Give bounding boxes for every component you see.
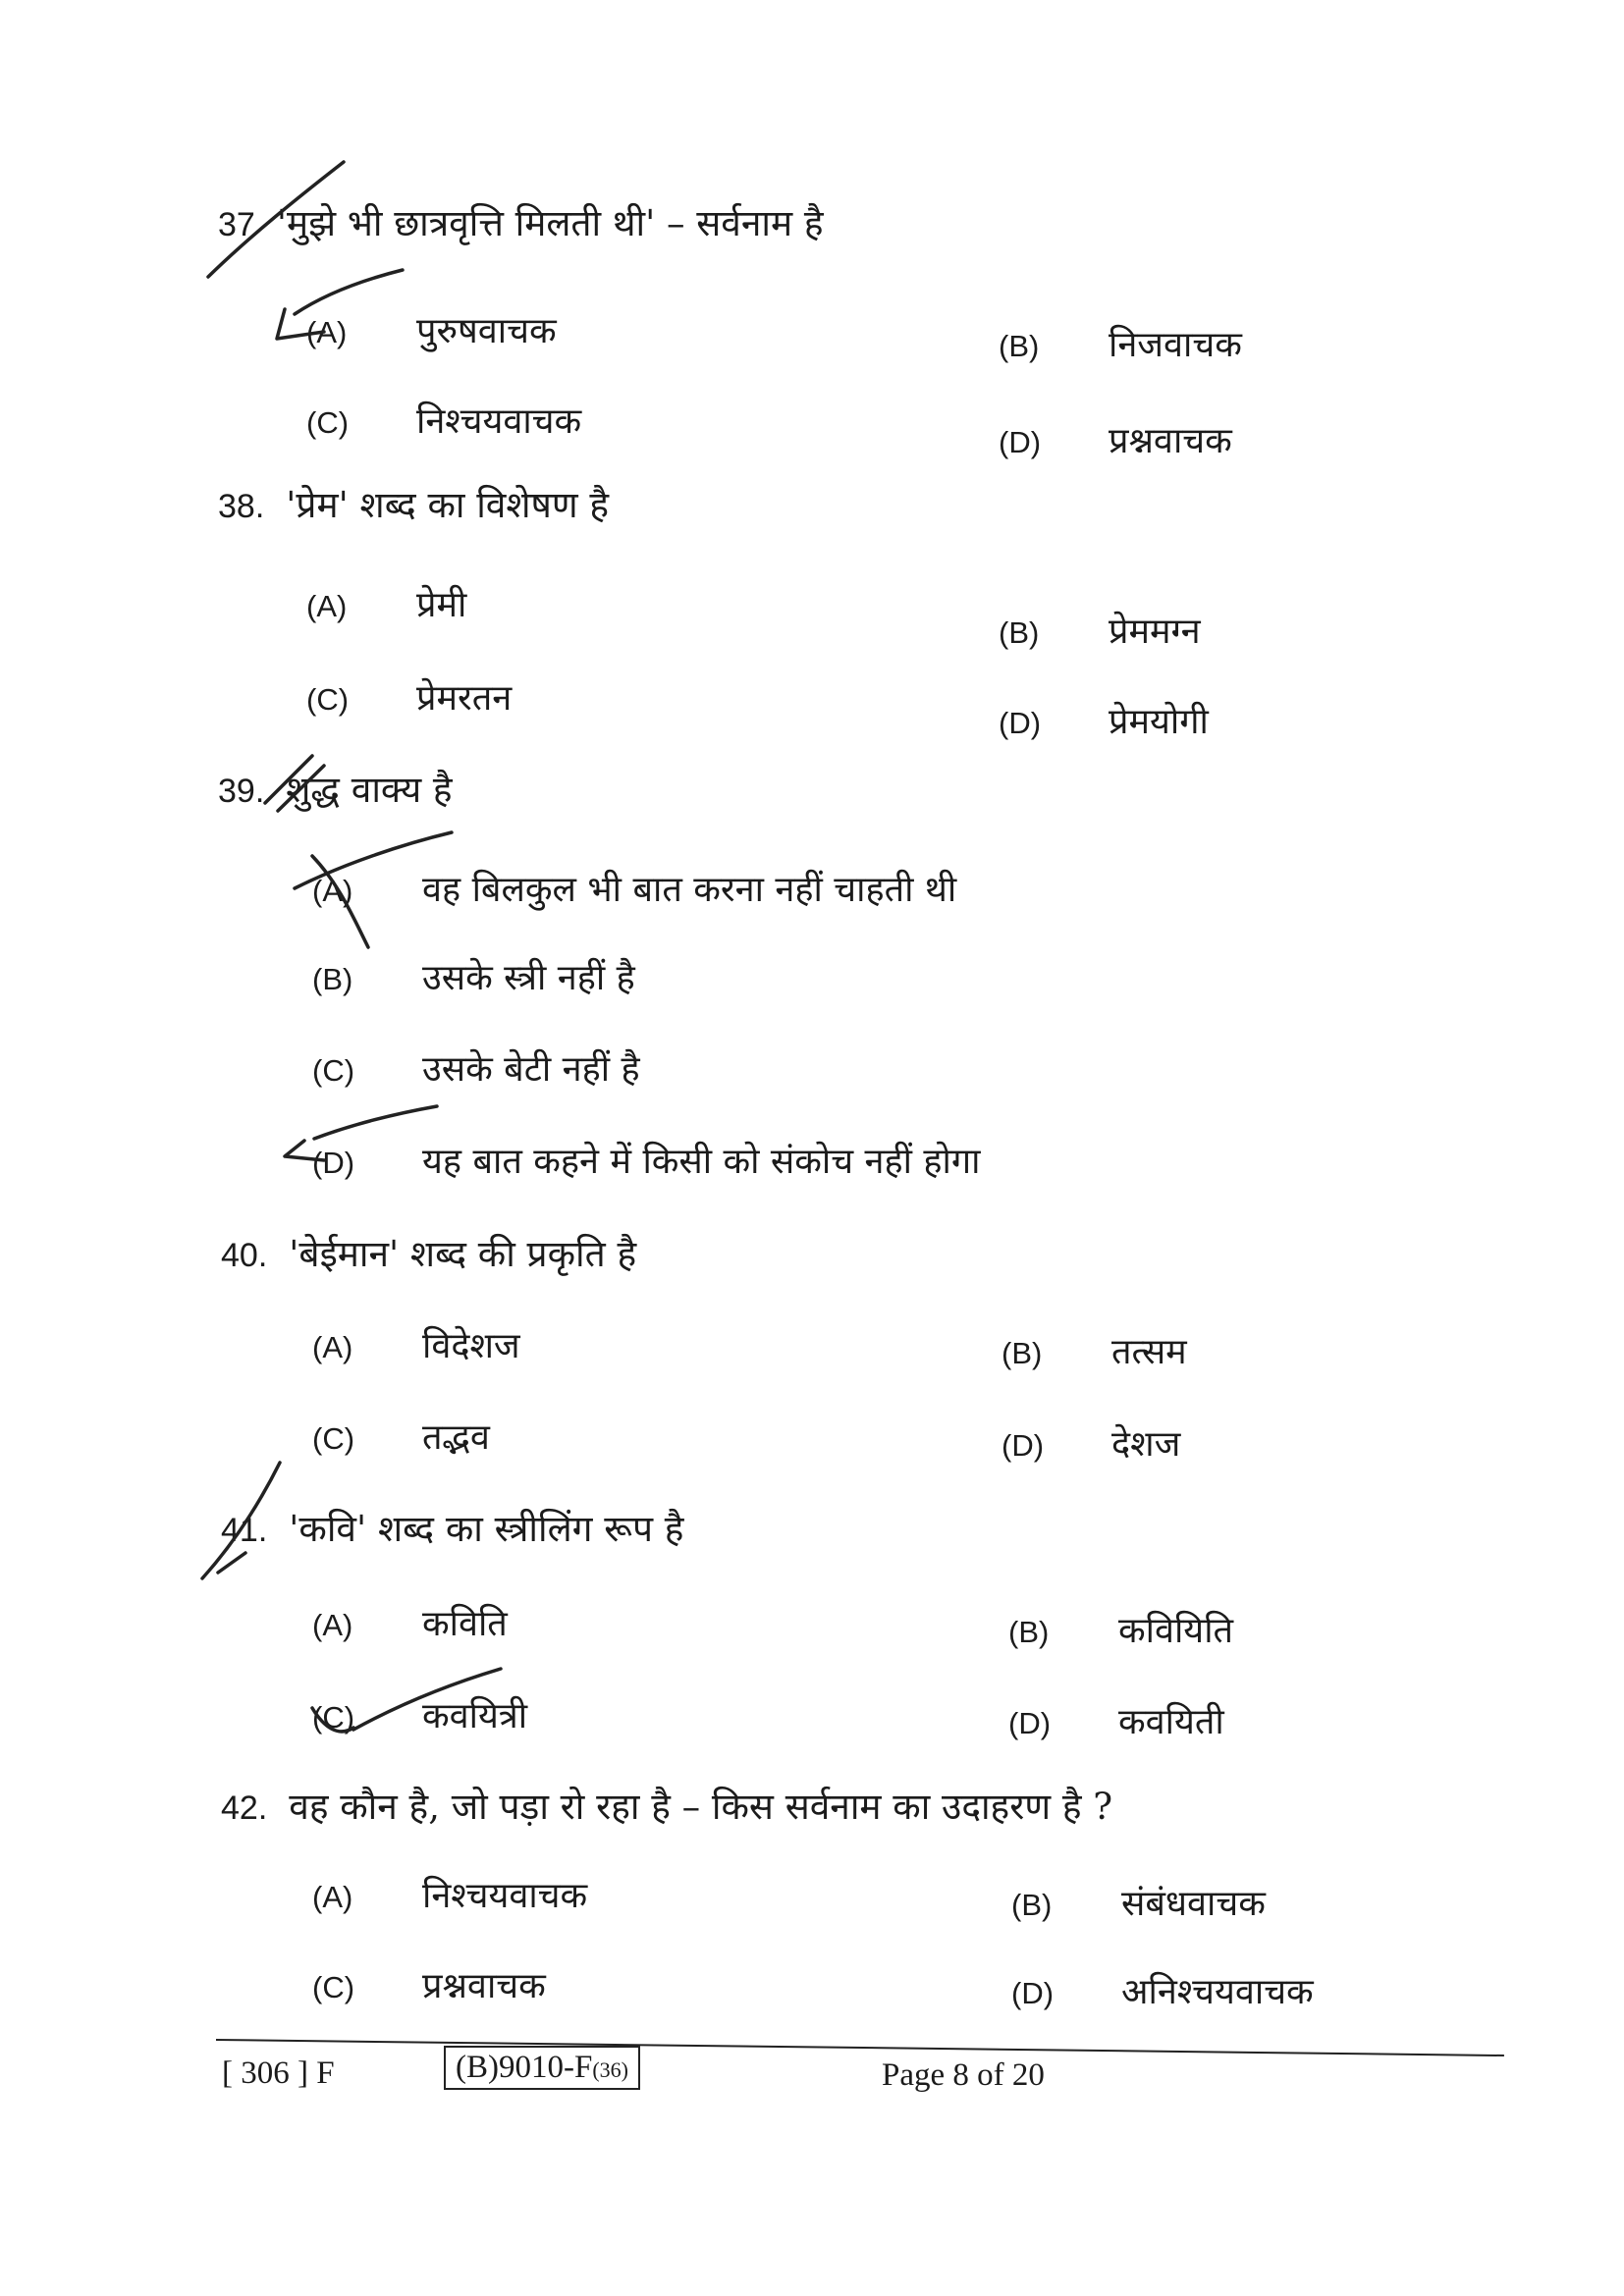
option-label: (C)	[312, 1970, 355, 2004]
option-label: (D)	[1008, 1706, 1052, 1740]
option-39-a	[312, 869, 956, 913]
option-label: (A)	[306, 589, 348, 623]
option-text: निजवाचक	[1109, 325, 1242, 365]
option-41-a	[312, 1603, 508, 1647]
option-label: (B)	[999, 329, 1040, 363]
option-39-d	[312, 1141, 980, 1185]
option-38-d	[999, 701, 1209, 745]
option-text: विदेशज	[422, 1326, 520, 1366]
option-label: (A)	[312, 874, 353, 908]
question-number: 41.	[221, 1512, 268, 1549]
question-text: वह कौन है, जो पड़ा रो रहा है – किस सर्वनाम का उदाहरण है ?	[289, 1786, 1113, 1828]
option-label: (B)	[1001, 1336, 1043, 1370]
option-label: (C)	[306, 405, 350, 440]
question-37	[218, 201, 824, 247]
paper-code: (B)9010-F	[456, 2050, 593, 2085]
option-38-c	[306, 677, 512, 721]
question-text: 'बेईमान' शब्द की प्रकृति है	[289, 1233, 637, 1275]
option-text: कवयिती	[1118, 1702, 1224, 1742]
option-40-c	[312, 1416, 490, 1461]
option-label: (A)	[312, 1608, 353, 1642]
option-text: देशज	[1111, 1424, 1181, 1465]
option-42-c	[312, 1965, 546, 2009]
option-text: प्रेमी	[416, 585, 467, 625]
option-text: उसके बेटी नहीं है	[422, 1049, 640, 1090]
option-text: तत्सम	[1111, 1332, 1187, 1372]
option-label: (C)	[306, 682, 350, 717]
option-39-b	[312, 957, 635, 1001]
option-label: (A)	[312, 1330, 353, 1364]
option-text: प्रेममग्न	[1109, 612, 1201, 652]
question-41	[221, 1507, 683, 1553]
option-text: कवियिति	[1118, 1611, 1234, 1651]
option-text: तद्भव	[422, 1417, 490, 1458]
option-text: निश्चयवाचक	[422, 1876, 588, 1916]
option-label: (A)	[306, 315, 348, 349]
option-text: प्रश्नवाचक	[1109, 421, 1232, 461]
option-text: निश्चयवाचक	[416, 401, 582, 442]
option-41-c	[312, 1695, 527, 1739]
option-39-c	[312, 1048, 640, 1093]
footer-rule	[216, 2039, 1504, 2056]
option-37-b	[999, 324, 1242, 368]
option-40-a	[312, 1325, 520, 1369]
page-number: Page 8 of 20	[882, 2057, 1045, 2093]
option-label: (B)	[1008, 1615, 1050, 1649]
question-number: 42.	[221, 1789, 268, 1827]
option-42-d	[1011, 1971, 1314, 2015]
option-40-b	[1001, 1331, 1187, 1375]
option-37-c	[306, 400, 581, 445]
question-38	[218, 483, 609, 529]
option-text: पुरुषवाचक	[416, 311, 557, 351]
footer-paper-code	[444, 2046, 640, 2090]
pen-slash	[218, 1553, 245, 1573]
question-42	[221, 1785, 1112, 1831]
option-text: प्रश्नवाचक	[422, 1966, 546, 2006]
paper-code-sub: (36)	[592, 2057, 628, 2082]
option-label: (D)	[1001, 1428, 1045, 1463]
question-text: 'कवि' शब्द का स्त्रीलिंग रूप है	[289, 1508, 684, 1550]
option-41-d	[1008, 1701, 1224, 1745]
option-text: अनिश्चयवाचक	[1121, 1972, 1314, 2012]
question-text: 'मुझे भी छात्रवृत्ति मिलती थी' – सर्वनाम है	[276, 202, 824, 244]
question-number: 40.	[221, 1237, 268, 1274]
pen-stroke	[295, 270, 403, 314]
option-37-a	[306, 310, 557, 354]
question-number: 37	[218, 206, 255, 243]
option-text: यह बात कहने में किसी को संकोच नहीं होगा	[422, 1142, 981, 1182]
option-text: प्रेमयोगी	[1109, 702, 1209, 742]
option-text: कविति	[422, 1604, 508, 1644]
question-39	[218, 768, 453, 814]
option-38-b	[999, 611, 1201, 655]
option-label: (D)	[999, 425, 1042, 459]
option-37-d	[999, 420, 1232, 464]
question-number: 38.	[218, 488, 265, 525]
option-41-b	[1008, 1610, 1233, 1654]
question-text: शुद्ध वाक्य है	[286, 769, 453, 811]
option-text: कवयित्री	[422, 1696, 528, 1736]
option-text: वह बिलकुल भी बात करना नहीं चाहती थी	[422, 870, 957, 910]
option-label: (D)	[1011, 1976, 1055, 2010]
question-40	[221, 1232, 636, 1278]
footer-series: [ 306 ] F	[222, 2056, 335, 2091]
question-number: 39.	[218, 773, 265, 810]
question-text: 'प्रेम' शब्द का विशेषण है	[286, 484, 610, 526]
option-42-a	[312, 1875, 587, 1919]
option-label: (C)	[312, 1700, 355, 1735]
pen-stroke	[314, 1106, 437, 1139]
option-label: (B)	[312, 962, 353, 996]
option-text: उसके स्त्री नहीं है	[422, 958, 635, 998]
option-42-b	[1011, 1883, 1266, 1927]
option-text: संबंधवाचक	[1121, 1884, 1266, 1924]
option-label: (A)	[312, 1880, 353, 1914]
option-text: प्रेमरतन	[416, 678, 513, 719]
option-label: (B)	[1011, 1888, 1053, 1922]
option-label: (C)	[312, 1421, 355, 1456]
option-label: (D)	[312, 1146, 355, 1180]
option-38-a	[306, 584, 466, 628]
option-40-d	[1001, 1423, 1180, 1468]
option-label: (B)	[999, 615, 1040, 650]
option-label: (D)	[999, 706, 1042, 740]
option-label: (C)	[312, 1053, 355, 1088]
